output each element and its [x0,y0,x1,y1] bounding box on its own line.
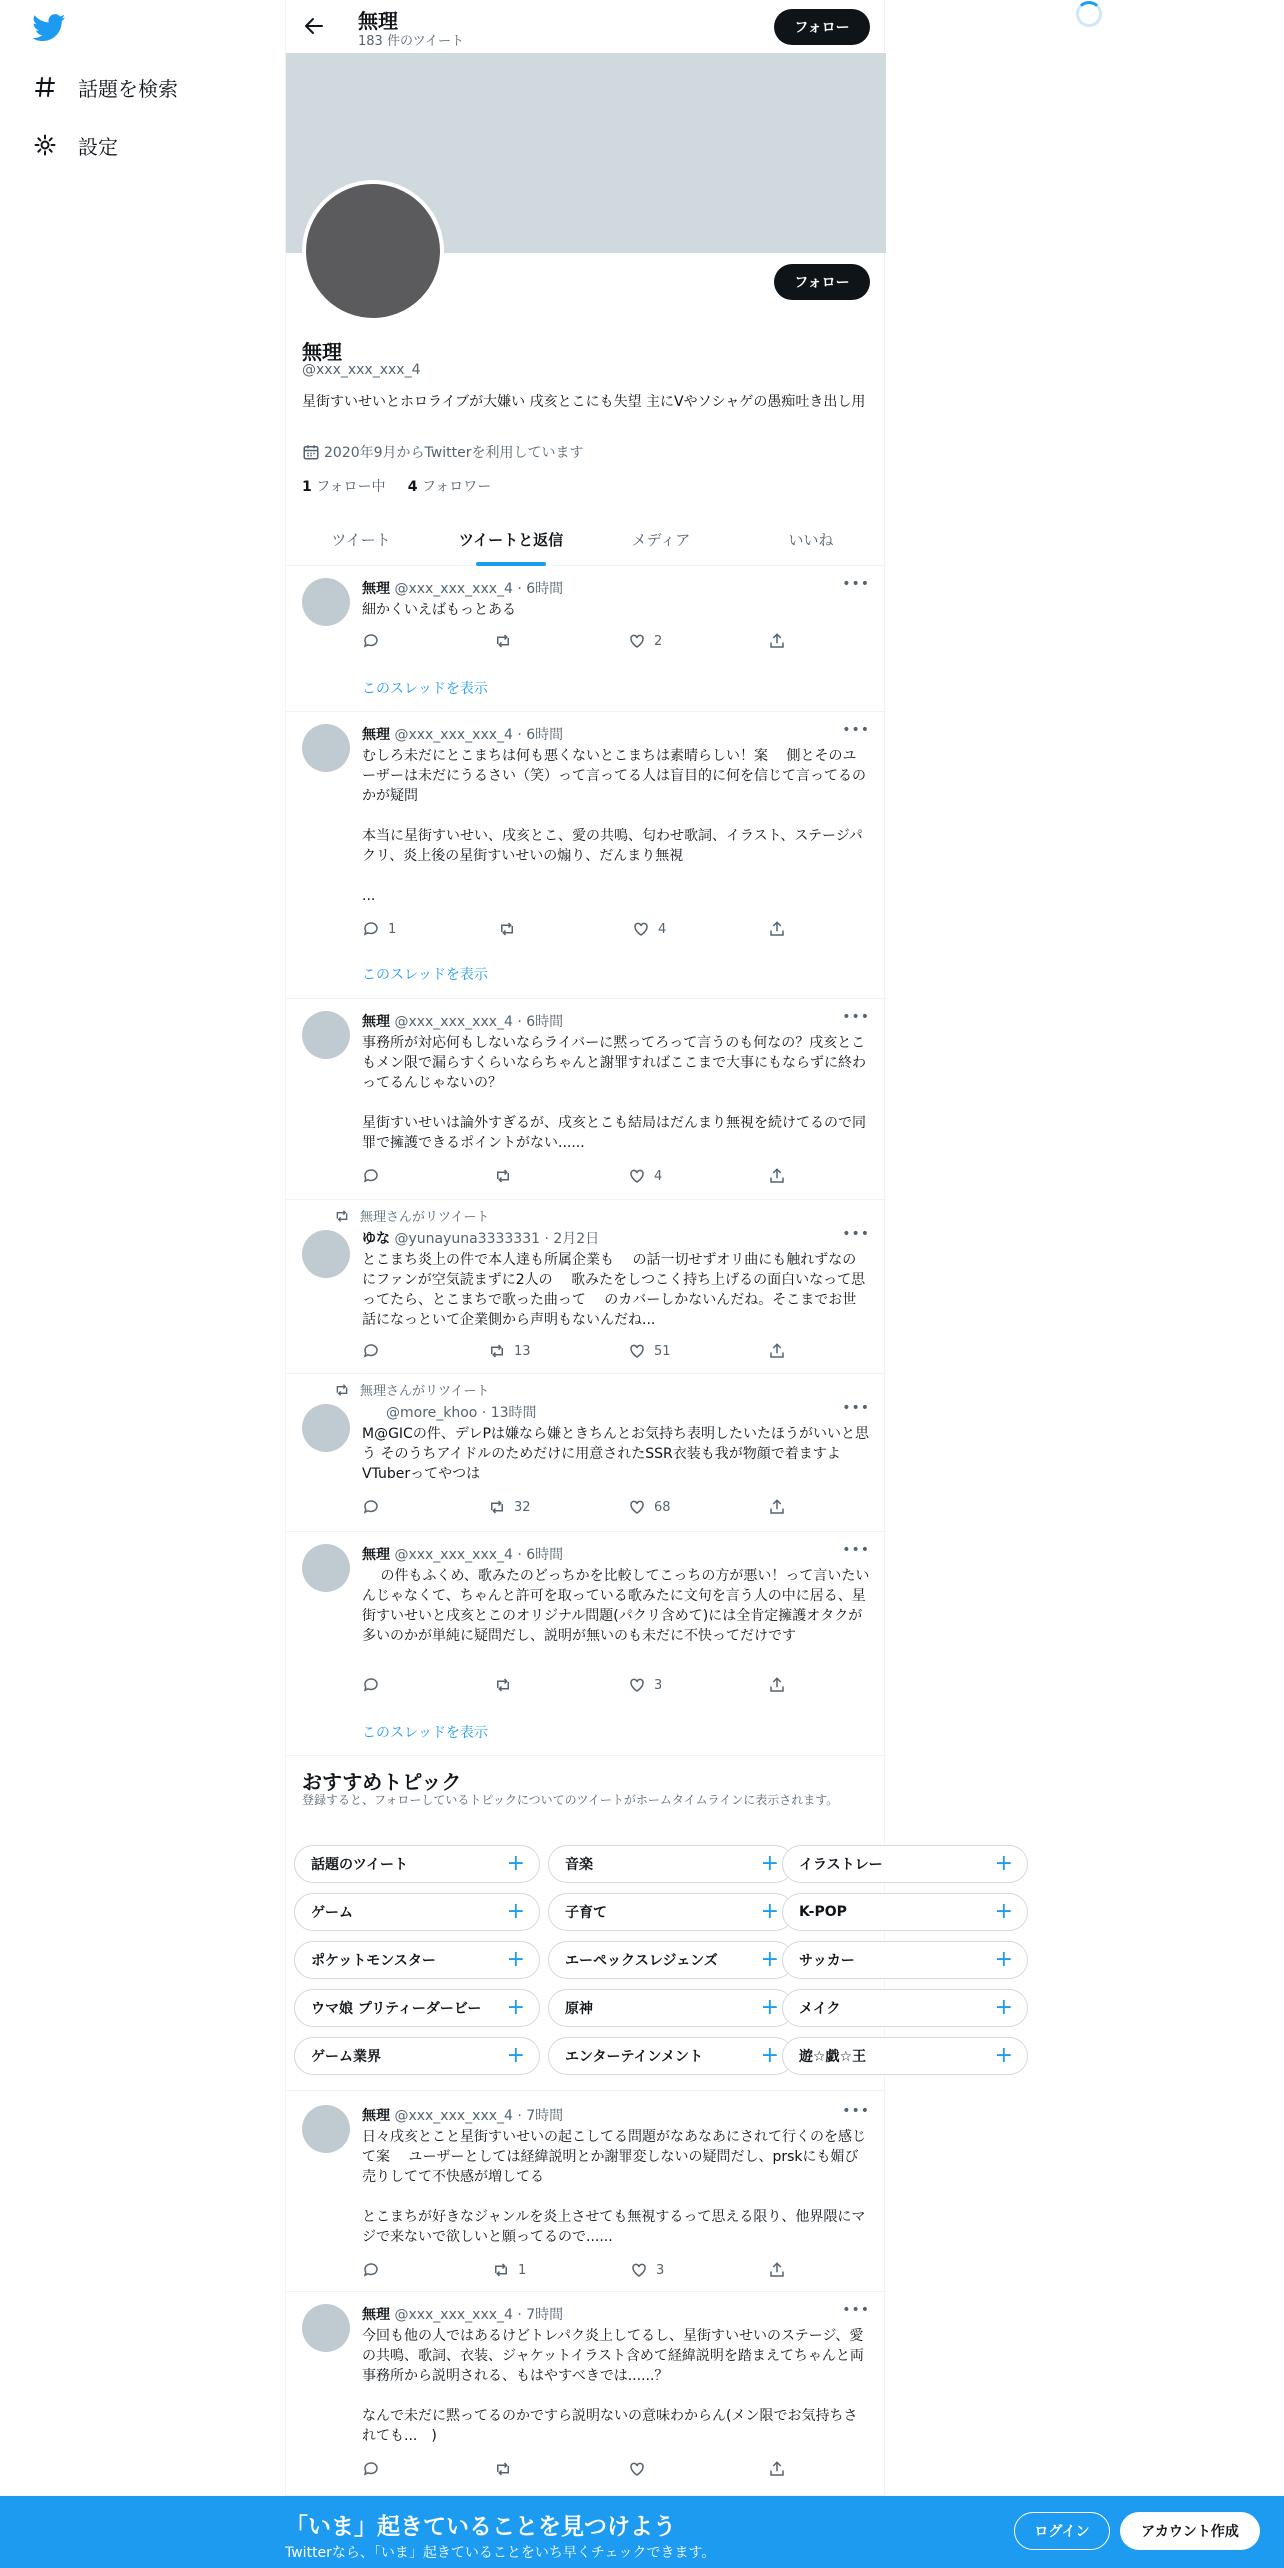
tweet[interactable] [286,712,886,999]
topic-chip[interactable]: 子育て + [548,1893,794,1931]
plus-icon: + [506,1947,525,1972]
like-button[interactable] [628,2460,654,2478]
profile-tabs [286,512,886,566]
reply-button[interactable] [362,2460,388,2478]
retweet-icon [334,1382,350,1398]
like-button[interactable]: 3 [628,1676,662,1694]
tweet-header: 無理 @xxx_xxx_xxx_4 · 6時間 [362,581,564,597]
topic-chip[interactable]: エーペックスレジェンズ + [548,1941,794,1979]
login-button[interactable]: ログイン [1014,2512,1110,2550]
tweet-text: 事務所が対応何もしないならライバーに黙ってろって言うのも何なの？戌亥とこもメン限で漏らすくらいならちゃんと謝罪すればここまで大事にもならずに終わってるんじゃないの？ 星街すいせいは論外すぎるが、戌亥とこも結局はだんまり無視を続けてるので同罪で擁護できるポイントがない...... [362,1035,866,1151]
tweet-actions [362,920,792,940]
nav-settings[interactable] [32,125,118,165]
share-button[interactable] [768,632,794,650]
plus-icon: + [994,1899,1013,1924]
plus-icon: + [760,1851,779,1876]
share-icon [768,2460,786,2478]
retweet-icon [494,1167,512,1185]
retweet-icon [494,2460,512,2478]
heart-icon [628,1167,646,1185]
more-options-icon[interactable]: ••• [842,1400,870,1416]
more-options-icon[interactable]: ••• [842,1009,870,1025]
tweet-header: 無理 @xxx_xxx_xxx_4 · 6時間 [362,727,564,743]
following-link[interactable]: 1 フォロー中 [302,479,386,495]
tweet-header: @more_khoo · 13時間 [386,1405,537,1421]
retweet-indicator: 無理さんがリツイート [334,1206,489,1225]
share-button[interactable] [768,2460,794,2478]
topic-chip[interactable]: サッカー + [782,1941,1028,1979]
tweet-header: ゆな @yunayuna3333331 · 2月2日 [362,1231,600,1247]
share-button[interactable] [768,2261,794,2279]
plus-icon: + [506,1995,525,2020]
reply-icon [362,632,380,650]
followers-link[interactable]: 4 フォロワー [407,479,492,495]
topic-chip[interactable]: ゲーム + [294,1893,540,1931]
like-button[interactable]: 68 [628,1498,671,1516]
reply-icon [362,920,380,938]
profile-avatar[interactable] [302,180,444,322]
more-options-icon[interactable]: ••• [842,2302,870,2318]
topic-chip[interactable]: ゲーム業界 + [294,2037,540,2075]
share-button[interactable] [768,1167,794,1185]
signup-banner-subtitle: Twitterなら、「いま」起きていることをいち早くチェックできます。 [285,2545,716,2561]
tweet-avatar[interactable] [302,578,350,626]
reply-icon [362,1498,380,1516]
plus-icon: + [760,1947,779,1972]
reply-icon [362,1167,380,1185]
retweet-icon [488,1498,506,1516]
share-icon [768,1498,786,1516]
share-icon [768,2261,786,2279]
tweet[interactable] [286,566,886,712]
tweet-actions [362,1342,792,1362]
signup-button[interactable]: アカウント作成 [1120,2512,1260,2550]
tweet-header: 無理 @xxx_xxx_xxx_4 · 6時間 [362,1014,564,1030]
profile-handle: @xxx_xxx_xxx_4 [302,362,421,378]
topic-chip[interactable]: K-POP + [782,1893,1028,1931]
profile-stats [302,476,491,496]
plus-icon: + [994,1851,1013,1876]
like-button[interactable]: 4 [632,920,666,938]
show-thread-link[interactable]: このスレッドを表示 [362,967,488,983]
retweet-icon [494,632,512,650]
topic-chip[interactable]: エンターテインメント + [548,2037,794,2075]
heart-icon [628,1676,646,1694]
share-button[interactable] [768,1342,794,1360]
reply-button[interactable] [362,1342,388,1360]
tweet-text: 細かくいえばもっとある [362,602,516,618]
profile-bio: 星街すいせいとホロライブが大嫌い 戌亥とこにも失望 主にVやソシャゲの愚痴吐き出し用 [302,394,866,410]
header-title: 無理 [358,9,398,33]
retweet-button[interactable]: 13 [488,1342,531,1360]
plus-icon: + [506,1899,525,1924]
reply-button[interactable] [362,632,388,650]
tab-tweets-and-replies[interactable]: ツイートと返信 [436,512,586,566]
tweet-avatar[interactable] [302,2304,350,2352]
gear-icon [32,132,58,158]
header-tweet-count: 183 件のツイート [358,34,465,49]
show-thread-link[interactable]: このスレッドを表示 [362,681,488,697]
plus-icon: + [994,1995,1013,2020]
tweet-avatar[interactable] [302,1404,350,1452]
tweet-avatar[interactable] [302,1544,350,1592]
nav-explore[interactable] [32,67,178,107]
tweet-avatar[interactable] [302,2105,350,2153]
profile-name: 無理 [302,340,342,364]
retweet-button[interactable]: 1 [492,2261,526,2279]
show-thread-link[interactable]: このスレッドを表示 [362,1725,488,1741]
share-icon [768,1342,786,1360]
reply-icon [362,2261,380,2279]
retweet-button[interactable] [494,1676,520,1694]
signup-banner [0,2496,1284,2568]
tab-media[interactable]: メディア [631,530,691,549]
tweet-text: M@GICの件、デレPは嫌なら嫌ときちんとお気持ち表明したいたほうがいいと思う そのうちアイドルのためだけに用意されたSSR衣装も我が物顔で着ますよVTuberってやつは [362,1426,869,1482]
reply-icon [362,1342,380,1360]
tweet[interactable] [286,2292,886,2496]
plus-icon: + [994,2043,1013,2068]
reply-button[interactable]: 1 [362,920,396,938]
share-icon [768,1676,786,1694]
profile-column [285,0,1013,2568]
retweet-icon [498,920,516,938]
topic-chip[interactable]: 話題のツイート + [294,1845,540,1883]
topic-chip[interactable]: イラストレー + [782,1845,1028,1883]
reply-button[interactable] [362,1498,388,1516]
like-button[interactable]: 4 [628,1167,662,1185]
loading-spinner-icon [1076,1,1102,27]
signup-banner-title: 「いま」起きていることを見つけよう [285,2514,676,2540]
heart-icon [628,1342,646,1360]
tweet-header: 無理 @xxx_xxx_xxx_4 · 7時間 [362,2307,564,2323]
more-options-icon[interactable]: ••• [842,1226,870,1242]
retweet-button[interactable] [498,920,524,938]
calendar-icon [302,443,320,461]
more-options-icon[interactable]: ••• [842,576,870,592]
tweet[interactable] [286,999,886,1200]
retweet-button[interactable] [494,632,520,650]
share-icon [768,920,786,938]
share-icon [768,1167,786,1185]
plus-icon: + [994,1947,1013,1972]
topics-subtitle: 登録すると、フォローしているトピックについてのツイートがホームタイムラインに表示されます。 [302,1793,839,1807]
heart-icon [630,2261,648,2279]
like-button[interactable]: 2 [628,632,662,650]
twitter-logo-icon[interactable] [32,14,66,42]
back-arrow-icon[interactable] [302,14,326,38]
hashtag-icon [32,74,58,100]
tweet-text: とこまち炎上の件で本人達も所属企業も の話一切せずオリ曲にも触れずなのにファンが空気読まずに2人の 歌みたをしつこく持ち上げるの面白いなって思ってたら、とこまちで歌った曲って のカバーしかないんだね。そこまでお世話になっといて企業側から声明もないんだね... [362,1252,866,1328]
more-options-icon[interactable]: ••• [842,722,870,738]
tweet-actions [362,1498,792,1518]
share-button[interactable] [768,1498,794,1516]
tab-tweets[interactable]: ツイート [331,530,391,549]
nav-explore-label: 話題を検索 [78,76,178,101]
profile-joined-text: 2020年9月からTwitterを利用しています [324,445,584,461]
tweet-header: 無理 @xxx_xxx_xxx_4 · 7時間 [362,2108,564,2124]
plus-icon: + [760,1995,779,2020]
topic-chips [286,1845,1013,2085]
share-button[interactable] [768,920,794,938]
tweet-avatar[interactable] [302,724,350,772]
reply-button[interactable] [362,2261,388,2279]
plus-icon: + [506,2043,525,2068]
reply-icon [362,2460,380,2478]
tab-likes[interactable]: いいね [788,530,834,549]
tweet[interactable] [286,2090,886,2292]
nav-settings-label: 設定 [78,134,118,159]
topic-chip[interactable]: 原神 + [548,1989,794,2027]
topic-chip[interactable]: 遊☆戯☆王 + [782,2037,1028,2075]
topic-chip[interactable]: ポケットモンスター + [294,1941,540,1979]
tweet-actions [362,2460,792,2480]
tweet-actions [362,1167,792,1187]
retweet-button[interactable] [494,1167,520,1185]
more-options-icon[interactable]: ••• [842,1542,870,1558]
tweet-avatar[interactable] [302,1230,350,1278]
topics-title: おすすめトピック [302,1770,462,1794]
reply-icon [362,1676,380,1694]
plus-icon: + [506,1851,525,1876]
tweet[interactable] [286,1374,886,1532]
tweet-actions [362,2261,792,2281]
topic-chip[interactable]: 音楽 + [548,1845,794,1883]
tweet-text: 今回も他の人ではあるけどトレパク炎上してるし、星街すいせいのステージ、愛の共鳴、歌詞、衣装、ジャケットイラスト含めて経緯説明を踏まえてちゃんと両事務所から説明される、もはやすべきでは......？ なんで未だに黙ってるのかですら説明ないの意味わからん(メン限でお気持ちされても... ) [362,2328,864,2444]
reply-button[interactable] [362,1676,388,1694]
retweet-button[interactable]: 32 [488,1498,531,1516]
plus-icon: + [760,1899,779,1924]
share-icon [768,632,786,650]
profile-follow-button[interactable]: フォロー [774,264,870,300]
tweet-text: むしろ未だにとこまちは何も悪くないとこまちは素晴らしい！案 側とそのユーザーは未だにうるさい（笑）って言ってる人は盲目的に何を信じて言ってるのかが疑問 本当に星街すいせい、戌亥とこ、愛の共鳴、匂わせ歌詞、イラスト、ステージパクリ、炎上後の星街すいせいの煽り、だんまり無視 ... [362,748,866,904]
retweet-icon [494,1676,512,1694]
retweet-button[interactable] [494,2460,520,2478]
tweet[interactable] [286,1532,886,1756]
like-button[interactable]: 51 [628,1342,671,1360]
heart-icon [628,632,646,650]
profile-joined [302,442,583,462]
reply-button[interactable] [362,1167,388,1185]
heart-icon [628,1498,646,1516]
retweet-indicator: 無理さんがリツイート [334,1380,489,1399]
tweet-actions [362,632,792,652]
tweet-actions [362,1676,792,1696]
heart-icon [632,920,650,938]
retweet-icon [334,1208,350,1224]
more-options-icon[interactable]: ••• [842,2103,870,2119]
like-button[interactable]: 3 [630,2261,664,2279]
retweet-icon [492,2261,510,2279]
heart-icon [628,2460,646,2478]
tweet-text: の件もふくめ、歌みたのどっちかを比較してこっちの方が悪い！って言いたいんじゃなくて、ちゃんと許可を取っている歌みたに文句を言う人の中に居る、星街すいせいと戌亥とこのオリジナル問題(パクリ含めて)には全肯定擁護オタクが多いのかが単純に疑問だし、説明が無いのも未だに不快ってだけです [362,1568,870,1644]
plus-icon: + [760,2043,779,2068]
topic-chip[interactable]: メイク + [782,1989,1028,2027]
topic-chip[interactable]: ウマ娘 プリティーダービー + [294,1989,540,2027]
tweet-header: 無理 @xxx_xxx_xxx_4 · 6時間 [362,1547,564,1563]
tweet-avatar[interactable] [302,1011,350,1059]
retweet-icon [488,1342,506,1360]
profile-header-bar [286,0,886,53]
tweet-text: 日々戌亥とこと星街すいせいの起こしてる問題がなあなあにされて行くのを感じて案 ユーザーとしては経緯説明とか謝罪変しないの疑問だし、prskにも媚び売りしてて不快感が増してる とこまちが好きなジャンルを炎上させても無視するって思える限り、他界隈にマジで来ないで欲しいと願ってるので...... [362,2129,866,2245]
share-button[interactable] [768,1676,794,1694]
header-follow-button[interactable]: フォロー [774,9,870,45]
tweet[interactable] [286,1200,886,1374]
